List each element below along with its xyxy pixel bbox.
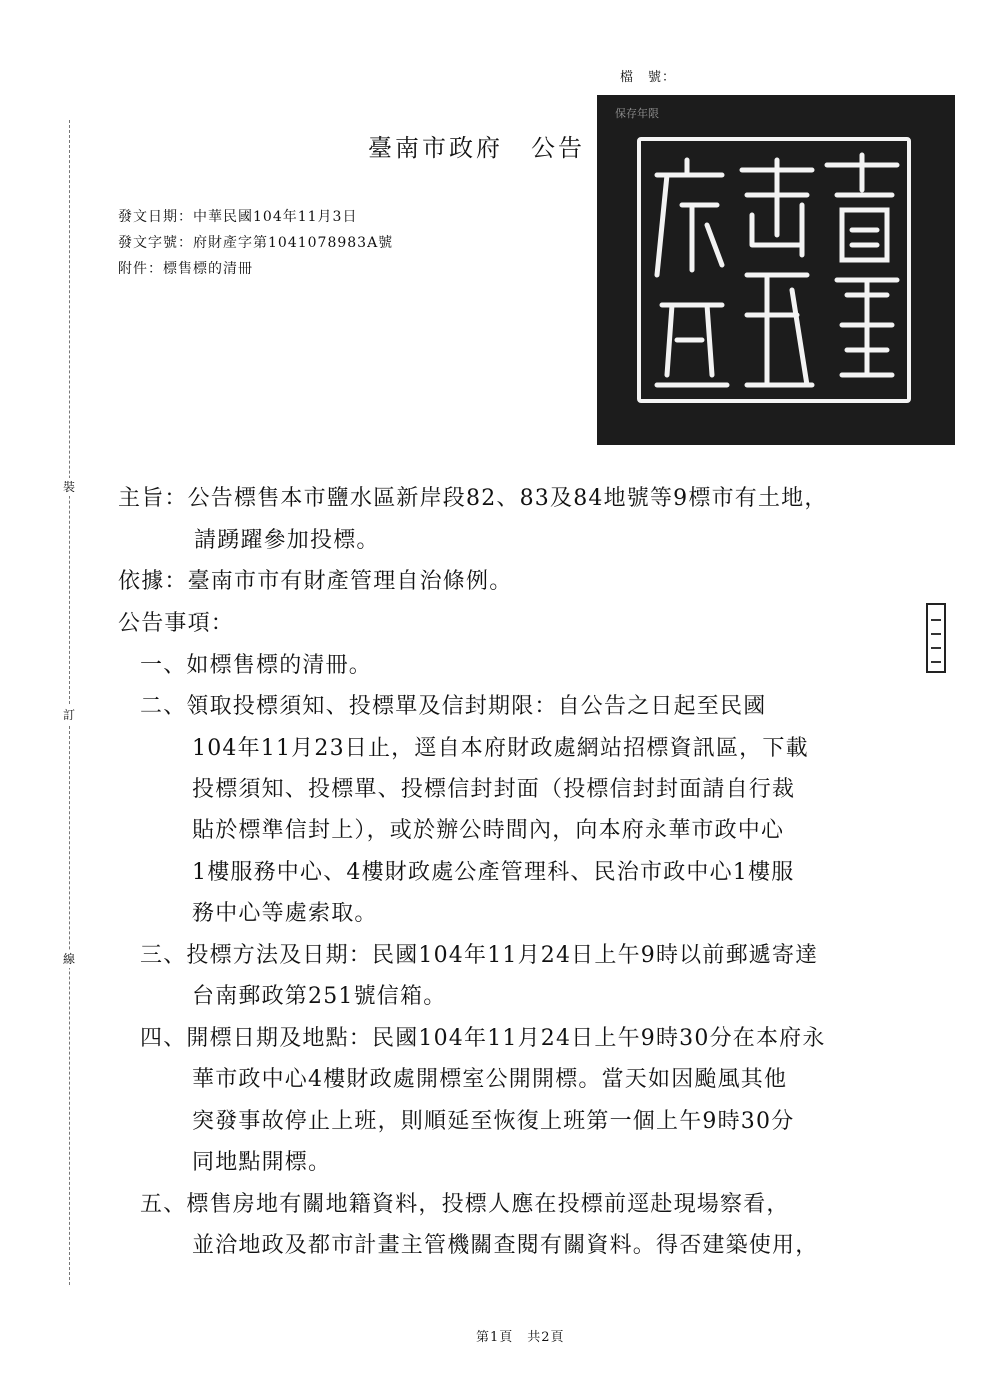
- side-tab-mark: [926, 603, 946, 673]
- item-3-line-1: 三、投標方法及日期：民國104年11月24日上午9時以前郵遞寄達: [140, 943, 819, 968]
- official-seal: [597, 95, 955, 445]
- issue-date: 發文日期：中華民國104年11月3日: [118, 209, 358, 225]
- item-4-line-2: 華市政中心4樓財政處開標室公開開標。當天如因颱風其他: [192, 1067, 788, 1092]
- document-number: 發文字號：府財產字第1041078983A號: [118, 235, 394, 251]
- item-2-line-5: 1樓服務中心、4樓財政處公產管理科、民治市政中心1樓服: [192, 860, 795, 885]
- item-1: 一、如標售標的清冊。: [140, 653, 373, 678]
- page-footer: [476, 1326, 565, 1345]
- item-2-line-1: 二、領取投標須知、投標單及信封期限：自公告之日起至民國: [140, 694, 767, 719]
- item-5-line-2: 並洽地政及都市計畫主管機關查閱有關資料。得否建築使用，: [192, 1233, 819, 1258]
- item-2-line-3: 投標須知、投標單、投標信封封面（投標信封封面請自行裁: [192, 777, 796, 802]
- binding-line: [69, 120, 70, 1285]
- seal-subtext: 保存年限: [615, 107, 659, 120]
- item-4-line-4: 同地點開標。: [192, 1150, 332, 1175]
- items-heading: 公告事項：: [118, 611, 235, 636]
- item-4-line-1: 四、開標日期及地點：民國104年11月24日上午9時30分在本府永: [140, 1026, 826, 1051]
- file-number-label: 檔 號：: [620, 70, 677, 85]
- subject-line-2: 請踴躍參加投標。: [194, 528, 380, 553]
- issuing-agency: 臺南市政府: [368, 134, 503, 162]
- subject-line-1: 主旨：公告標售本市鹽水區新岸段82、83及84地號等9標市有土地，: [118, 486, 828, 511]
- document-type: 公告: [531, 134, 585, 162]
- binding-mark-zhuang: 裝: [60, 478, 78, 496]
- item-2-line-2: 104年11月23日止，逕自本府財政處網站招標資訊區，下載: [192, 736, 809, 761]
- item-2-line-6: 務中心等處索取。: [192, 901, 378, 926]
- binding-mark-ding: 訂: [60, 706, 78, 724]
- item-2-line-4: 貼於標準信封上），或於辦公時間內，向本府永華市政中心: [192, 818, 785, 843]
- page-number: 第1頁: [476, 1330, 514, 1345]
- document-title: [368, 128, 585, 163]
- page-total: 共2頁: [527, 1330, 565, 1345]
- item-5-line-1: 五、標售房地有關地籍資料，投標人應在投標前逕赴現場察看，: [140, 1192, 790, 1217]
- binding-mark-xian: 線: [60, 950, 78, 968]
- item-4-line-3: 突發事故停止上班，則順延至恢復上班第一個上午9時30分: [192, 1109, 795, 1134]
- attachment: 附件：標售標的清冊: [118, 261, 253, 277]
- seal-glyphs: [597, 95, 955, 445]
- basis-line: 依據：臺南市市有財產管理自治條例。: [118, 569, 513, 594]
- item-3-line-2: 台南郵政第251號信箱。: [192, 984, 447, 1009]
